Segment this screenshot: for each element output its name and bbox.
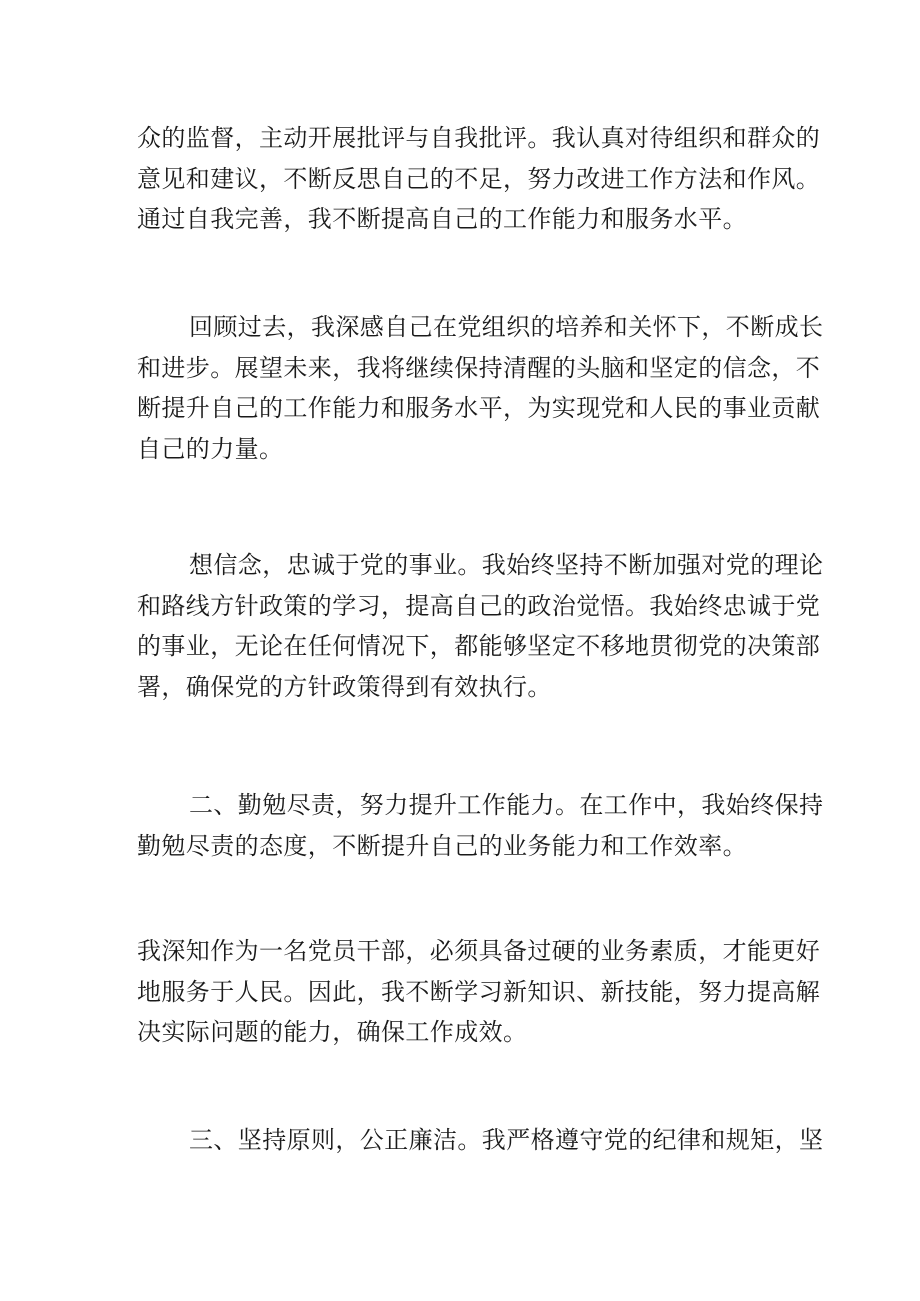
paragraph-learning [137, 931, 821, 1053]
paragraph-review [137, 307, 824, 469]
text-line: 三、坚持原则，公正廉洁。我严格遵守党的纪律和规矩，坚 [189, 1126, 824, 1154]
text-line: 的事业，无论在任何情况下，都能够坚定不移地贯彻党的决策部 [137, 632, 821, 660]
text-line: 署，确保党的方针政策得到有效执行。 [137, 672, 552, 701]
paragraph-section-three [137, 1120, 824, 1161]
text-line: 二、勤勉尽责，努力提升工作能力。在工作中，我始终保持 [189, 791, 824, 819]
text-line: 我深知作为一名党员干部，必须具备过硬的业务素质，才能更好 [137, 937, 821, 965]
text-line: 回顾过去，我深感自己在党组织的培养和关怀下，不断成长 [189, 313, 824, 341]
paragraph-section-two [137, 785, 824, 866]
text-line: 和进步。展望未来，我将继续保持清醒的头脑和坚定的信念，不 [137, 353, 821, 382]
text-line: 地服务于人民。因此，我不断学习新知识、新技能，努力提高解 [137, 977, 821, 1006]
text-line: 决实际问题的能力，确保工作成效。 [137, 1018, 528, 1046]
text-line: 自己的力量。 [137, 434, 284, 463]
text-line: 勤勉尽责的态度，不断提升自己的业务能力和工作效率。 [137, 831, 747, 860]
text-line: 通过自我完善，我不断提高自己的工作能力和服务水平。 [137, 205, 747, 233]
paragraph-beliefs [137, 545, 824, 707]
text-line: 众的监督，主动开展批评与自我批评。我认真对待组织和群众的 [137, 124, 821, 152]
text-line: 和路线方针政策的学习，提高自己的政治觉悟。我始终忠诚于党 [137, 591, 821, 620]
text-line: 意见和建议，不断反思自己的不足，努力改进工作方法和作风。 [137, 164, 821, 193]
text-line: 断提升自己的工作能力和服务水平，为实现党和人民的事业贡献 [137, 394, 821, 422]
paragraph-supervision [137, 118, 821, 240]
text-line: 想信念，忠诚于党的事业。我始终坚持不断加强对党的理论 [189, 551, 824, 579]
